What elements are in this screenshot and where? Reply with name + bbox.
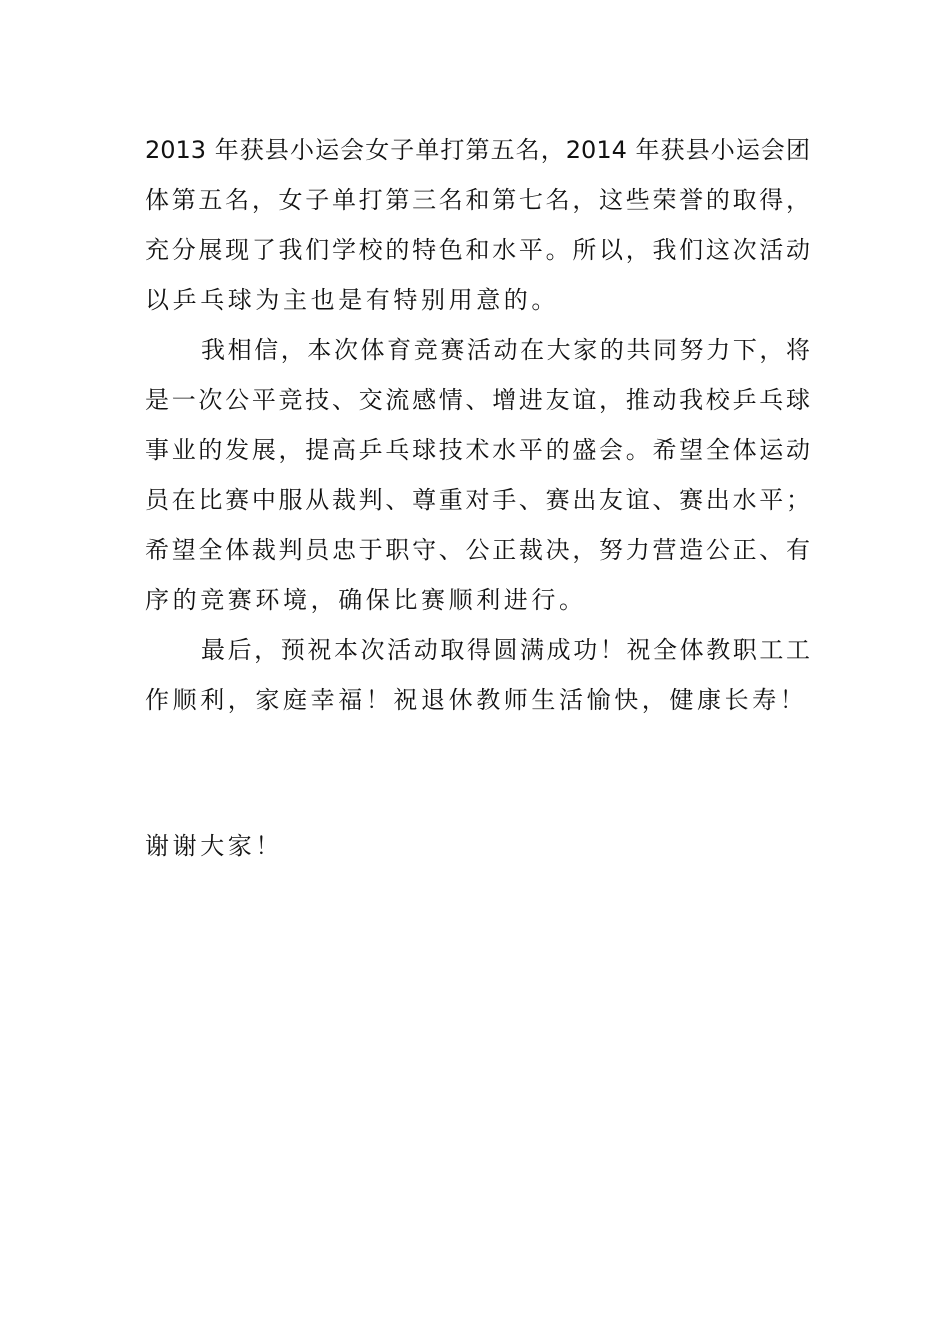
text-line: 体第五名，女子单打第三名和第七名，这些荣誉的取得， — [145, 186, 810, 214]
closing-thanks: 谢谢大家！ — [145, 832, 283, 860]
text-line: 以乒乓球为主也是有特别用意的。 — [145, 286, 559, 314]
text-line: 2013 年获县小运会女子单打第五名，2014 年获县小运会团 — [145, 136, 810, 164]
text-line: 事业的发展，提高乒乓球技术水平的盛会。希望全体运动 — [145, 436, 810, 464]
text-line: 充分展现了我们学校的特色和水平。所以，我们这次活动 — [145, 236, 810, 264]
text-line: 序的竞赛环境，确保比赛顺利进行。 — [145, 586, 587, 614]
text-line: 是一次公平竞技、交流感情、增进友谊，推动我校乒乓球 — [145, 386, 810, 414]
text-line: 希望全体裁判员忠于职守、公正裁决，努力营造公正、有 — [145, 536, 810, 564]
text-line: 作顺利，家庭幸福！祝退休教师生活愉快，健康长寿！ — [145, 686, 808, 714]
text-line: 我相信，本次体育竞赛活动在大家的共同努力下，将 — [201, 336, 810, 364]
text-line: 最后，预祝本次活动取得圆满成功！祝全体教职工工 — [201, 636, 810, 664]
text-line: 员在比赛中服从裁判、尊重对手、赛出友谊、赛出水平； — [145, 486, 810, 514]
